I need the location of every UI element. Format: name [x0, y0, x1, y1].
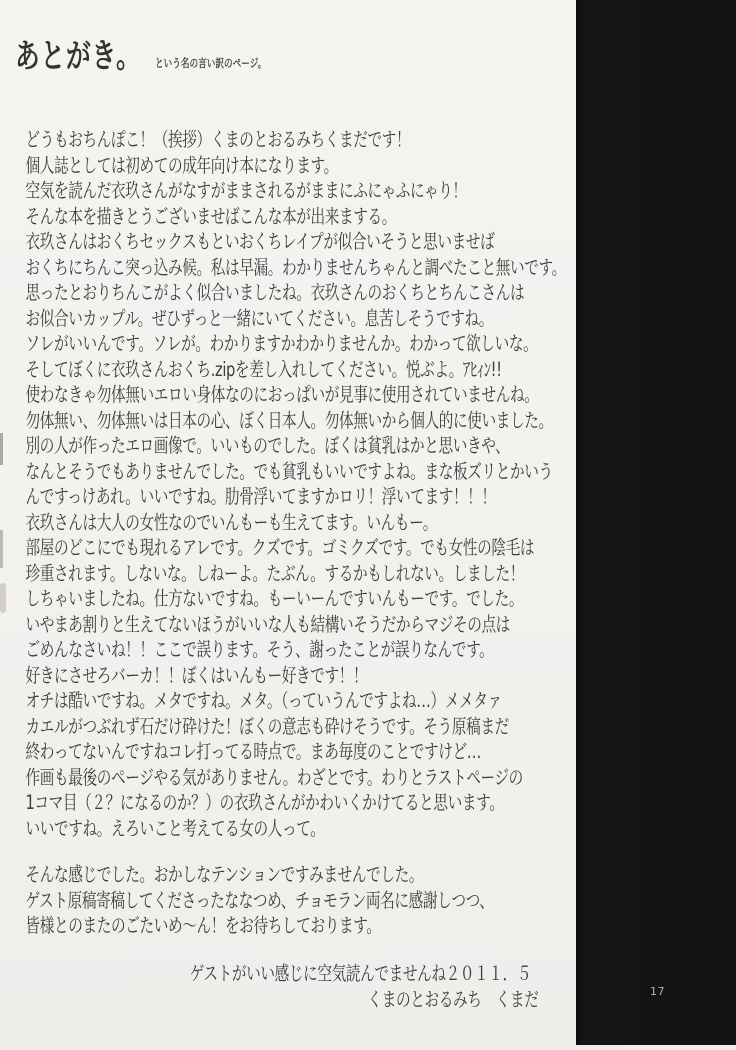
page-gutter: [576, 0, 736, 1045]
afterword-paragraph-main: [26, 127, 566, 841]
text-line: 皆様とのまたのごたいめ～ん！をお待ちしております。: [25, 914, 381, 937]
text-line: 1コマ目（２？になるのか？）の衣玖さんがかわいくかけてると思います。: [25, 791, 504, 814]
text-line: 個人誌としては初めての成年向け本になります。: [25, 153, 338, 177]
text-line: いやまあ割りと生えてないほうがいいな人も結構いそうだからマジその点は: [25, 612, 511, 636]
afterword-paragraph-closing: [26, 862, 494, 939]
text-line: カエルがつぶれず石だけ砕けた！ぼくの意志も砕けそうです。そう原稿まだ: [25, 714, 509, 738]
scan-artifact: [0, 530, 3, 568]
text-line: 作画も最後のページやる気がありません。わざとです。わりとラストページの: [25, 765, 523, 789]
text-line: 珍重されます。しないな。しねーよ。たぶん。するかもしれない。しました！: [25, 561, 524, 585]
text-line: そんな感じでした。おかしなテンションですみませんでした。: [25, 863, 424, 886]
text-line: 勿体無い、勿体無いは日本の心、ぼく日本人。勿体無いから個人的に使いました。: [25, 408, 553, 432]
text-line: そしてぼくに衣玖さんおくち.zipを差し入れしてください。悦ぶよ。ｱﾋｨﾝ!!: [25, 357, 502, 381]
signoff-date-line: ゲストがいい感じに空気読んでませんね２０１１．５: [189, 962, 532, 985]
text-line: お似合いカップル。ぜひずっと一緒にいてください。息苦しそうですね。: [25, 306, 493, 330]
text-line: んですっけあれ。いいですね。肋骨浮いてますかロリ！浮いてます！！！: [25, 485, 496, 508]
text-line: 終わってないんですねコレ打ってる時点で。まあ毎度のことですけど…: [25, 740, 482, 763]
text-line: 別の人が作ったエロ画像で。いいものでした。ぼくは貧乳はかと思いきや、: [25, 434, 510, 457]
text-line: オチは酷いですね。メタですね。メタ。（っていうんですよね…）メメタァ: [25, 689, 502, 712]
text-line: どうもおちんぽこ！（挨拶）くまのとおるみちくまだです！: [25, 128, 411, 151]
text-line: そんな本を描きとうございませばこんな本が出来まする。: [25, 204, 397, 228]
scan-artifact: [0, 583, 6, 613]
text-line: 部屋のどこにでも現れるアレです。クズです。ゴミクズです。でも女性の陰毛は: [25, 536, 535, 559]
text-line: おくちにちんこ突っ込み候。私は早漏。わかりませんちゃんと調べたこと無いです。: [25, 255, 566, 279]
text-line: 衣玖さんは大人の女性なのでいんもーも生えてます。いんもー。: [25, 510, 438, 534]
page-number: 17: [650, 985, 665, 998]
text-line: ごめんなさいね！！ここで誤ります。そう、謝ったことが誤りなんです。: [25, 638, 494, 661]
text-line: 好きにさせろバーカ！！ぼくはいんもー好きです！！: [25, 663, 368, 687]
page-subtitle: という名の言い訳のページ。: [155, 56, 267, 70]
text-line: ソレがいいんです。ソレが。わかりますかわかりませんか。わかって欲しいな。: [25, 332, 538, 355]
signoff-author-line: くまのとおるみち くまだ: [367, 988, 539, 1011]
text-line: ゲスト原稿寄稿してくださったななつめ、チョモラン両名に感謝しつつ、: [25, 888, 494, 912]
text-line: いいですね。えろいこと考えてる女の人って。: [25, 816, 325, 840]
text-line: なんとそうでもありませんでした。でも貧乳もいいですよね。まな板ズリとかいう: [25, 459, 553, 483]
text-line: 使わなきゃ勿体無いエロい身体なのにおっぱいが見事に使用されていませんね。: [25, 383, 539, 406]
text-line: 思ったとおりちんこがよく似合いましたね。衣玖さんのおくちとちんこさんは: [25, 281, 525, 304]
page-title: あとがき。: [15, 36, 142, 75]
text-line: しちゃいましたね。仕方ないですね。もーいーんですいんもーです。でした。: [25, 587, 524, 610]
text-line: 衣玖さんはおくちセックスもといおくちレイプが似合いそうと思いませば: [25, 230, 495, 253]
scan-artifact: [0, 433, 3, 465]
text-line: 空気を読んだ衣玖さんがなすがままされるがままにふにゃふにゃり！: [25, 179, 467, 202]
title-row: [15, 30, 266, 77]
